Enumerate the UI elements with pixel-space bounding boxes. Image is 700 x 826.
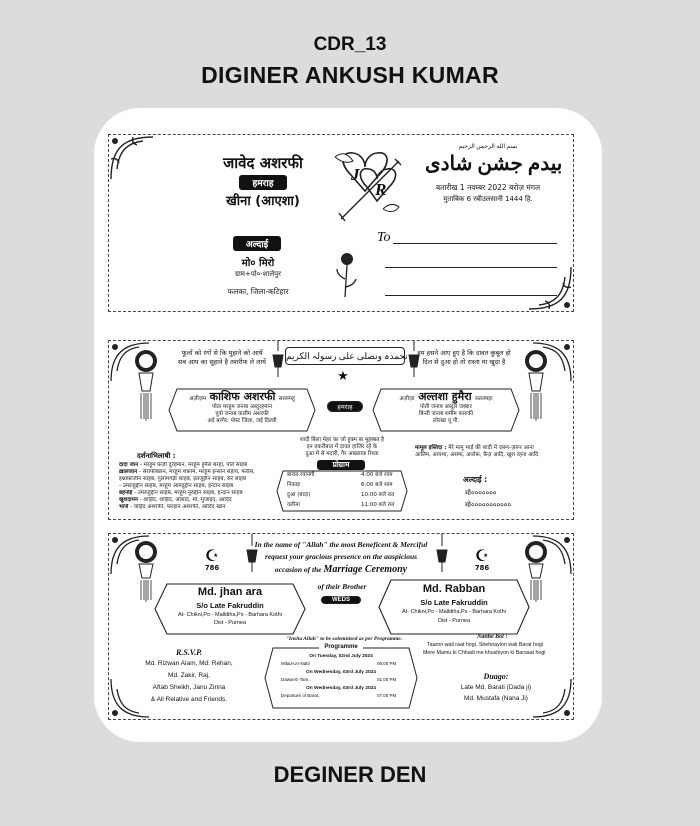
groom-name: जावेद अशरफी [223, 154, 303, 172]
sender-name: मो० मिरो [241, 258, 275, 269]
groom-line-1: पोता मरहूम जनाब अब्दुरहमान [212, 404, 272, 410]
insha-allah-line: "Insha Allah" to be solemnised as per Programme. [285, 636, 403, 642]
bride-suffix: सल्लमहा [475, 396, 493, 402]
intro-line-3a: occasion of the [274, 565, 322, 574]
urdu-title: بیدم جشن شادی [425, 153, 563, 175]
duago-line: Md. Mustafa (Nana Ji) [464, 695, 528, 702]
en-bride-son: S/o Late Fakruddin [420, 598, 488, 607]
prog-row-3-label: दुआ (बादा) [287, 492, 311, 498]
groom-title-line [169, 389, 315, 404]
left-verse-1: फूलों को रंगों से कि मुहाने को आयें [181, 349, 263, 357]
num-786-left: 786 [204, 564, 220, 572]
dua-line-3: दुआ में से मदारी, गैर अखलाक रिश्ता [305, 451, 379, 457]
bismillah-text: بسم الله الرحمن الرحيم [458, 144, 518, 150]
en-groom-son: S/o Late Fakruddin [196, 601, 264, 610]
darshanabhilashi-label: दर्शनाभिलाषी : [137, 452, 176, 460]
nanhe-line: Mere Mamu ki Chhadi me khushiyon ki Barsaat hogi [423, 650, 546, 656]
intro-line-2: request your gracious presence on the auspicious [264, 552, 418, 561]
programme-title: Programme [319, 644, 363, 650]
crescent-star-icon: ☪ [474, 546, 490, 565]
en-groom-name: Md. jhan ara [197, 586, 263, 598]
date-line-2: मुताबिक 6 रबीउलसानी 1444 हि. [443, 195, 533, 203]
rsvp-line: Md. Rizwan Alam, Md. Rehan, [145, 660, 233, 667]
relative-row: भांजे - वाहिद अशरफी, फरहान अशरफी, आदिद खान [119, 504, 226, 510]
relative-row: ख़ालजान - सेराफीबलन, मरहूम शफ़ाम, मरहूम इन्सान सहाय, फरीस, [119, 469, 255, 475]
bride-title-line [373, 389, 519, 404]
en-bride-name: Md. Rabban [422, 583, 486, 595]
prog-row-4-time: 11:00 बजे रात [361, 502, 395, 508]
en-prog-3-time: 07:00 PM [377, 693, 397, 698]
dua-line-1: शादी बिला मेहर का जो हुक्म बा मुहब्बत है [299, 437, 385, 443]
aldai-badge: अल्दाई [233, 236, 281, 251]
en-prog-2-day: On Wednesday, 03rd July 2024 [306, 670, 376, 675]
en-prog-3-day: On Wednesday, 03rd July 2024 [306, 686, 376, 691]
rsvp-line: Aftab Sheikh, Janu Zinna [152, 684, 226, 691]
phone-1: मो००००००० [465, 489, 497, 497]
sender-address-2: फलका, जिला-कटिहार [227, 287, 289, 296]
weds-badge: WEDS [321, 596, 361, 604]
prog-row-1-time: 4:00 बजे शाम [361, 472, 393, 478]
en-bride-addr-1: At- Chikni,Po - Malldiha,Ps - Barhara Kothi [402, 609, 506, 615]
hanging-lamp-icon [271, 341, 285, 379]
date-line-1: बतारीख 1 नवम्बर 2022 बरोज़ मंगल [435, 183, 541, 192]
prog-row-3-time: 10:00 बजे रात [361, 492, 395, 498]
groom-prefix: अज़ीज़म [189, 396, 207, 402]
en-prog-3-label: Departure of Barat.. [281, 693, 321, 698]
groom-suffix: सल्लमहु [278, 396, 295, 402]
bride-line-1: पोती जनाब अब्दुल जब्बार [420, 404, 472, 410]
right-verse-1: हम हसने आए हुए है कि दावत कुबूल हो [417, 349, 511, 357]
left-verse-2: सब आप का सुहाने है तशरीफ ले लायें [178, 358, 266, 366]
bride-line-3: लोरखा यू पी. [432, 418, 460, 424]
arabic-banner: نحمدہ ونصلی علی رسولہ الکریم [285, 347, 405, 365]
hamrah-badge: हमराह [239, 175, 287, 190]
manzoor-text-1: मेरे मामू भाई की शादी में ज़रूर-ज़रूर आना [448, 445, 534, 451]
groom-card-name: काशिफ अशरफी [209, 390, 276, 403]
nanhe-title: Nanhe Bol : [477, 634, 508, 640]
duago-line: Late Md. Barati (Dada ji) [460, 684, 532, 691]
address-line [385, 267, 557, 268]
intro-line-3b: Marriage Ceremony [323, 564, 408, 575]
phone-2: मो००००००००००० [465, 501, 512, 509]
bride-name: खीना (आएशा) [226, 194, 300, 209]
tassel-lantern-icon [129, 347, 163, 423]
address-line [393, 243, 557, 244]
relative-row: - उमराहुद्दीन साहब, मरहूम आमदुद्दीन साहब, हन्दान साहब [119, 483, 234, 489]
bride-line-2: बिन्ती जनाब शमीम फारुकी [418, 411, 474, 417]
sender-address-1: ग्राम+पो०-शालेपुर [235, 270, 281, 278]
nanhe-line: Taaron wali raat hogi, Shehnayion wali Barat hogi [427, 642, 544, 648]
en-groom-addr-1: At- Chikni,Po - Malldiha,Ps - Barhara Kothi [178, 612, 282, 618]
en-prog-1-day: On Tuesday, 02nd July 2024 [309, 654, 373, 659]
duago-title: Duago: [483, 672, 509, 681]
rsvp-line: & All Relative and Friends. [150, 696, 228, 703]
address-line [385, 295, 557, 296]
relatives-list [119, 462, 269, 511]
corner-flourish-icon [519, 257, 579, 317]
manzoor-label: मामूल इस्तिदा : [415, 445, 447, 451]
catalog-code: CDR_13 [313, 34, 387, 55]
en-prog-2-label: Dawat-E-Tam.. [281, 677, 311, 682]
groom-line-2: पुत्रो जनाब वालीम अशरफी [215, 411, 269, 417]
manzoor-block [415, 445, 565, 459]
corner-flourish-icon [103, 129, 163, 189]
footer-title: DEGINER DEN [273, 762, 427, 787]
relative-row: खुशदामन - शाहिद, शाहिद, औसाद, मो. मुजाहद, आदिद [119, 497, 232, 503]
star-icon: ★ [337, 369, 349, 384]
rsvp-title: R.S.V.P. [176, 648, 202, 657]
rsvp-line: Md. Zakir, Raj, [168, 672, 210, 679]
crescent-star-icon: ☪ [204, 546, 220, 565]
groom-line-3: अर्द बरगैर: पोस्ट जिला, जई दिल्ली [207, 418, 277, 424]
designer-title: DIGINER ANKUSH KUMAR [201, 62, 499, 88]
of-brother: of their Brother [317, 582, 367, 591]
hanging-lamp-icon [435, 534, 449, 574]
num-786-right: 786 [474, 564, 490, 572]
to-label: To [377, 230, 391, 245]
en-prog-1-label: Milad-Un-Nabi [281, 661, 310, 666]
relative-row: बहनोई - उमराहुद्दीन साहब, मरहूम नूरुद्दीन साहब, हन्दान साहब [119, 490, 243, 496]
prog-row-4-label: वलीमा [287, 502, 300, 508]
initial-right: R [375, 180, 387, 199]
hanging-lamp-icon [407, 341, 421, 379]
heart-monogram-icon [331, 147, 409, 227]
right-verse-2: दिल से दुआ हो तो रास्ता मा खुदा है [422, 358, 506, 366]
intro-line-3 [249, 564, 433, 575]
relative-row: दादा जान - मरहूम फ़ज़ी दुर्रहमान, मरहूम हुमैल बरहा, पोते साहब [119, 462, 248, 468]
envelope-panel [108, 134, 574, 312]
prog-row-2-time: 6:00 बजे शाम [361, 482, 393, 488]
hindi-card-panel [108, 340, 574, 520]
center-badge: हमराह [327, 401, 363, 412]
english-card-panel [108, 533, 574, 720]
bride-card-name: अल्तशा हुमैरा [418, 390, 472, 403]
relative-row: इश्नाफ़ोजीन साहब, गुलामगढ़ी साहब, इंतजुहीन साहब, सैरे साहब [119, 476, 246, 482]
bride-prefix: अज़ीज़ा [399, 396, 415, 402]
en-groom-addr-2: Dist - Purnea [213, 620, 247, 626]
prog-row-2-label: निकाह [287, 482, 301, 488]
initial-left: J [351, 165, 360, 184]
prog-row-1-label: बारात रवानगी [287, 472, 315, 478]
programme-badge: प्रोग्राम [317, 460, 365, 470]
en-prog-1-time: 06:00 PM [377, 661, 397, 666]
manzoor-text-2: आलिम, आयशा, असमा, आरोफ़, फ़ैज़ आदि, खुश रहना आदि [415, 452, 539, 458]
intro-line-1: In the name of "Allah" the most Beneficent & Merciful [254, 540, 428, 549]
en-bride-addr-2: Dist - Purnea [437, 618, 471, 624]
dua-line-2: इन तकरीबात में दावत हाजिर रहे के [306, 444, 378, 450]
en-prog-2-time: 01:00 PM [377, 677, 397, 682]
rose-icon [335, 251, 359, 299]
tassel-lantern-icon [519, 347, 553, 423]
contact-label: अल्दाई : [463, 475, 488, 484]
